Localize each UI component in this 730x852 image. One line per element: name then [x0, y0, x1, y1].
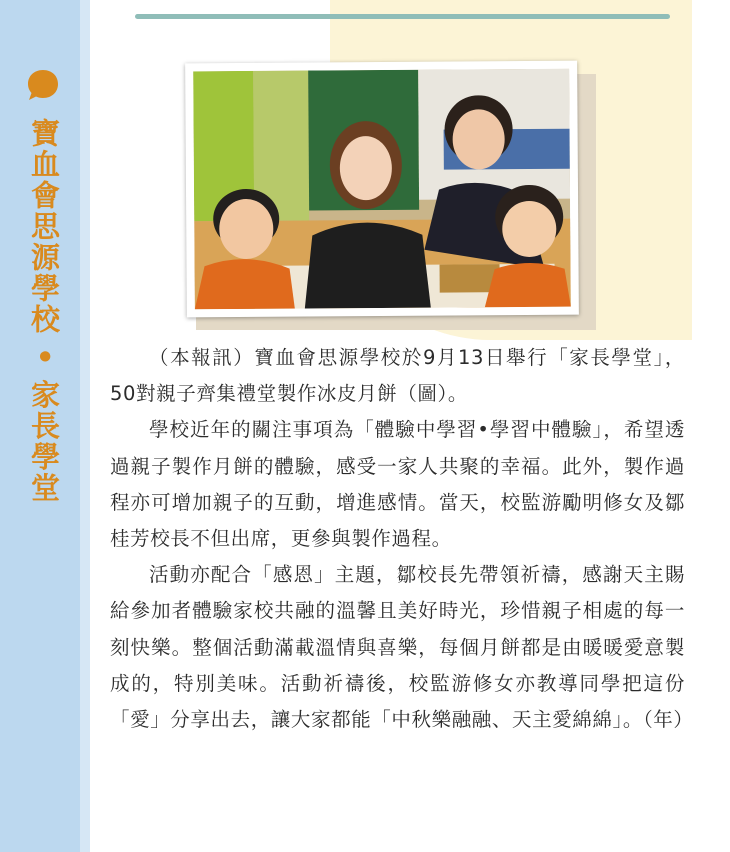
article-paragraph: （本報訊）寶血會思源學校於9月13日舉行「家長學堂」，50對親子齊集禮堂製作冰皮月餅（圖）。 — [110, 346, 685, 406]
article-paragraph: 活動亦配合「感恩」主題，鄒校長先帶領祈禱，感謝天主賜給參加者體驗家校共融的溫馨且美好時光，珍惜親子相處的每一刻快樂。整個活動滿載溫情與喜樂，每個月餅都是由暖暖愛意製成的，特別美味。活動祈禱後，校監游修女亦教導同學把這份「愛」分享出去，讓大家都能「中秋樂融融、天主愛綿綿」。（年） — [110, 563, 694, 732]
top-divider — [135, 14, 670, 19]
background-edge — [692, 0, 730, 340]
speech-bubble-icon — [26, 68, 60, 102]
event-photo — [193, 69, 571, 310]
sidebar-panel — [0, 0, 82, 852]
article-body — [110, 340, 694, 738]
section-title: 寶血會思源學校 • 家長學堂 — [27, 118, 61, 504]
article-paragraph: 學校近年的關注事項為「體驗中學習•學習中體驗」，希望透過親子製作月餅的體驗，感受一家人共聚的幸福。此外，製作過程亦可增加親子的互動，增進感情。當天，校監游勵明修女及鄒桂芳校長不但出席，更參與製作過程。 — [110, 418, 685, 551]
photo-frame — [185, 61, 579, 318]
